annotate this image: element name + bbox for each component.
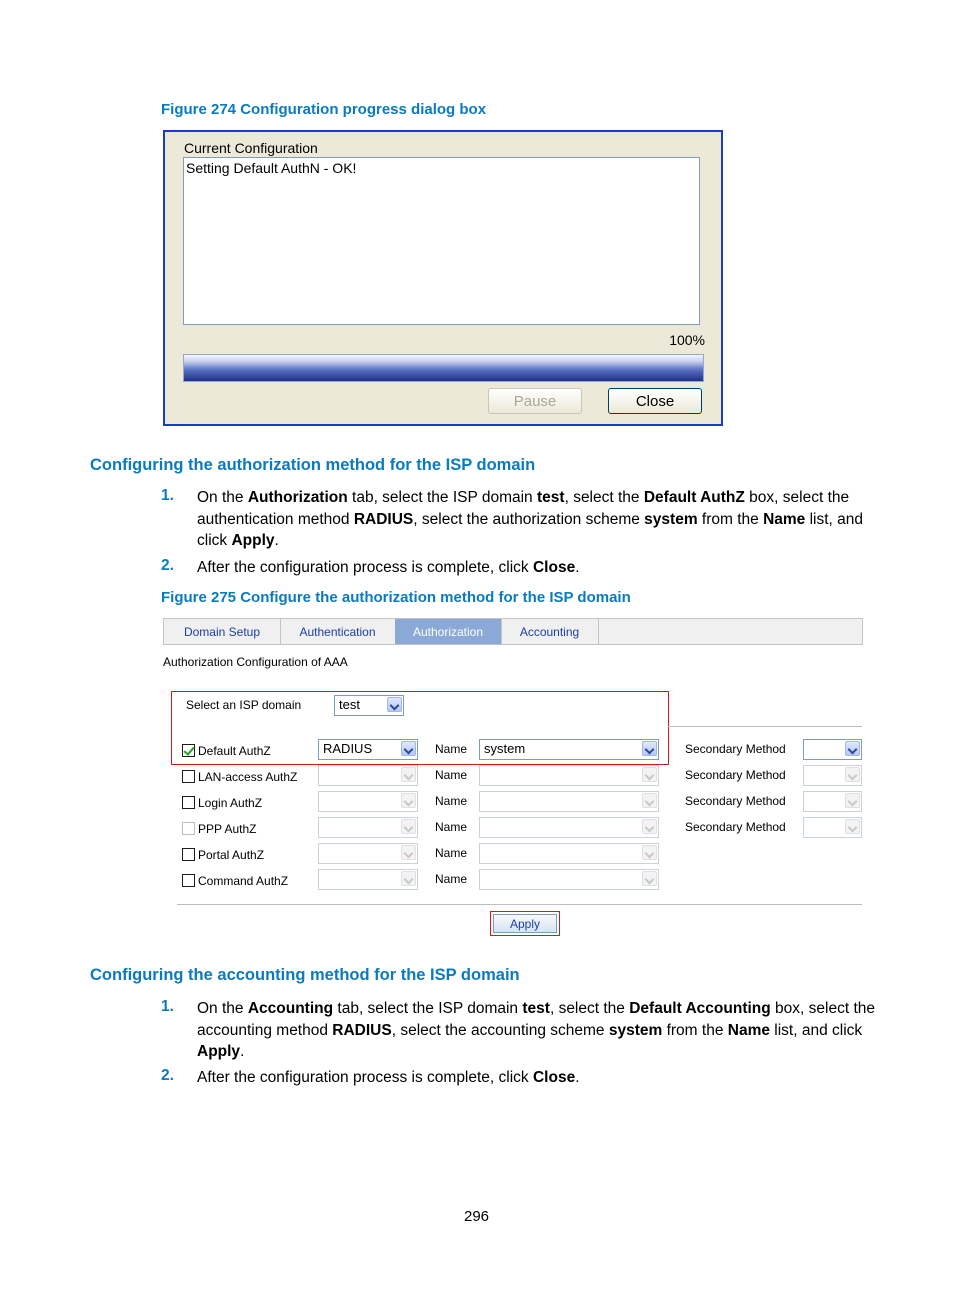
portal-authz-label: Portal AuthZ — [198, 848, 265, 862]
figure-274-caption: Figure 274 Configuration progress dialog box — [161, 101, 487, 118]
isp-domain-label: Select an ISP domain — [186, 698, 302, 712]
lan-access-authz-secondary-select[interactable] — [803, 765, 862, 786]
secondary-method-label: Secondary Method — [685, 742, 786, 756]
progress-bar — [183, 354, 704, 382]
name-value: system — [484, 741, 526, 756]
chevron-down-icon — [401, 871, 416, 886]
isp-domain-value: test — [339, 697, 360, 712]
step-1-line-1: On the Authorization tab, select the ISP domain test, select the Default AuthZ box, select the — [197, 489, 850, 506]
section-heading-authorization: Configuring the authorization method for the ISP domain — [90, 456, 536, 474]
form-subtitle: Authorization Configuration of AAA — [163, 655, 348, 669]
dialog-title: Current Configuration — [184, 140, 318, 156]
tab-domain-setup[interactable]: Domain Setup — [164, 619, 281, 644]
figure-275-caption: Figure 275 Configure the authorization method for the ISP domain — [161, 589, 631, 606]
name-label: Name — [435, 872, 468, 886]
tab-accounting[interactable]: Accounting — [501, 619, 599, 644]
chevron-down-icon — [845, 819, 860, 834]
divider — [177, 904, 862, 905]
name-label: Name — [435, 768, 468, 782]
step-1-line-1: On the Accounting tab, select the ISP domain test, select the Default Accounting box, select the — [197, 1000, 875, 1017]
method-value: RADIUS — [323, 741, 373, 756]
secondary-method-label: Secondary Method — [685, 820, 786, 834]
chevron-down-icon — [401, 793, 416, 808]
chevron-down-icon — [642, 819, 657, 834]
command-authz-label: Command AuthZ — [198, 874, 289, 888]
chevron-down-icon — [845, 767, 860, 782]
portal-authz-method-select[interactable] — [318, 843, 418, 864]
chevron-down-icon — [642, 871, 657, 886]
chevron-down-icon — [642, 793, 657, 808]
tab-bar — [163, 618, 863, 645]
name-label: Name — [435, 794, 468, 808]
section-heading-accounting: Configuring the accounting method for the ISP domain — [90, 966, 520, 984]
chevron-down-icon — [845, 793, 860, 808]
chevron-down-icon — [642, 767, 657, 782]
default-authz-secondary-select[interactable] — [803, 739, 862, 760]
configuration-log-area[interactable] — [183, 157, 700, 325]
default-authz-checkbox[interactable] — [182, 744, 195, 757]
ppp-authz-checkbox[interactable] — [182, 822, 195, 835]
tab-authorization[interactable]: Authorization — [395, 619, 502, 644]
portal-authz-name-select[interactable] — [479, 843, 659, 864]
name-label: Name — [435, 820, 468, 834]
chevron-down-icon — [401, 741, 416, 756]
chevron-down-icon — [845, 741, 860, 756]
step-number: 1. — [161, 487, 174, 504]
tab-authentication[interactable]: Authentication — [280, 619, 396, 644]
chevron-down-icon — [401, 819, 416, 834]
chevron-down-icon — [642, 845, 657, 860]
step-1-line-3: click Apply. — [197, 532, 279, 549]
portal-authz-checkbox[interactable] — [182, 848, 195, 861]
page-number: 296 — [464, 1208, 490, 1225]
close-button[interactable]: Close — [608, 388, 702, 414]
step-1-text — [197, 487, 877, 552]
ppp-authz-secondary-select[interactable] — [803, 817, 862, 838]
login-authz-label: Login AuthZ — [198, 796, 263, 810]
accounting-step-1-text — [197, 998, 877, 1063]
lan-access-authz-label: LAN-access AuthZ — [198, 770, 298, 784]
log-line: Setting Default AuthN - OK! — [186, 160, 357, 176]
apply-button[interactable]: Apply — [493, 914, 557, 933]
default-authz-name-select[interactable] — [479, 739, 659, 760]
ppp-authz-name-select[interactable] — [479, 817, 659, 838]
ppp-authz-method-select[interactable] — [318, 817, 418, 838]
login-authz-secondary-select[interactable] — [803, 791, 862, 812]
secondary-method-label: Secondary Method — [685, 768, 786, 782]
login-authz-checkbox[interactable] — [182, 796, 195, 809]
progress-bar-fill — [184, 355, 703, 381]
chevron-down-icon — [642, 741, 657, 756]
lan-access-authz-name-select[interactable] — [479, 765, 659, 786]
step-1-line-2: authentication method RADIUS, select the authorization scheme system from the Name list, and — [197, 510, 864, 528]
accounting-step-2-text: After the configuration process is complete, click Close. — [197, 1069, 580, 1086]
step-number: 2. — [161, 557, 174, 574]
configuration-progress-dialog — [163, 130, 723, 426]
step-2-text: After the configuration process is complete, click Close. — [197, 559, 580, 576]
name-label: Name — [435, 742, 468, 756]
command-authz-checkbox[interactable] — [182, 874, 195, 887]
chevron-down-icon — [387, 697, 402, 712]
lan-access-authz-method-select[interactable] — [318, 765, 418, 786]
step-number: 2. — [161, 1067, 174, 1084]
divider — [668, 726, 862, 727]
chevron-down-icon — [401, 845, 416, 860]
chevron-down-icon — [401, 767, 416, 782]
step-number: 1. — [161, 998, 174, 1015]
command-authz-name-select[interactable] — [479, 869, 659, 890]
isp-domain-select[interactable] — [334, 695, 404, 716]
pause-button[interactable]: Pause — [488, 388, 582, 414]
secondary-method-label: Secondary Method — [685, 794, 786, 808]
ppp-authz-label: PPP AuthZ — [198, 822, 257, 836]
step-1-line-3: Apply. — [197, 1043, 245, 1060]
lan-access-authz-checkbox[interactable] — [182, 770, 195, 783]
step-1-line-2: accounting method RADIUS, select the accounting scheme system from the Name list, and click — [197, 1021, 863, 1039]
default-authz-method-select[interactable] — [318, 739, 418, 760]
name-label: Name — [435, 846, 468, 860]
login-authz-method-select[interactable] — [318, 791, 418, 812]
default-authz-label: Default AuthZ — [198, 744, 271, 758]
command-authz-method-select[interactable] — [318, 869, 418, 890]
progress-percent: 100% — [669, 332, 705, 348]
login-authz-name-select[interactable] — [479, 791, 659, 812]
